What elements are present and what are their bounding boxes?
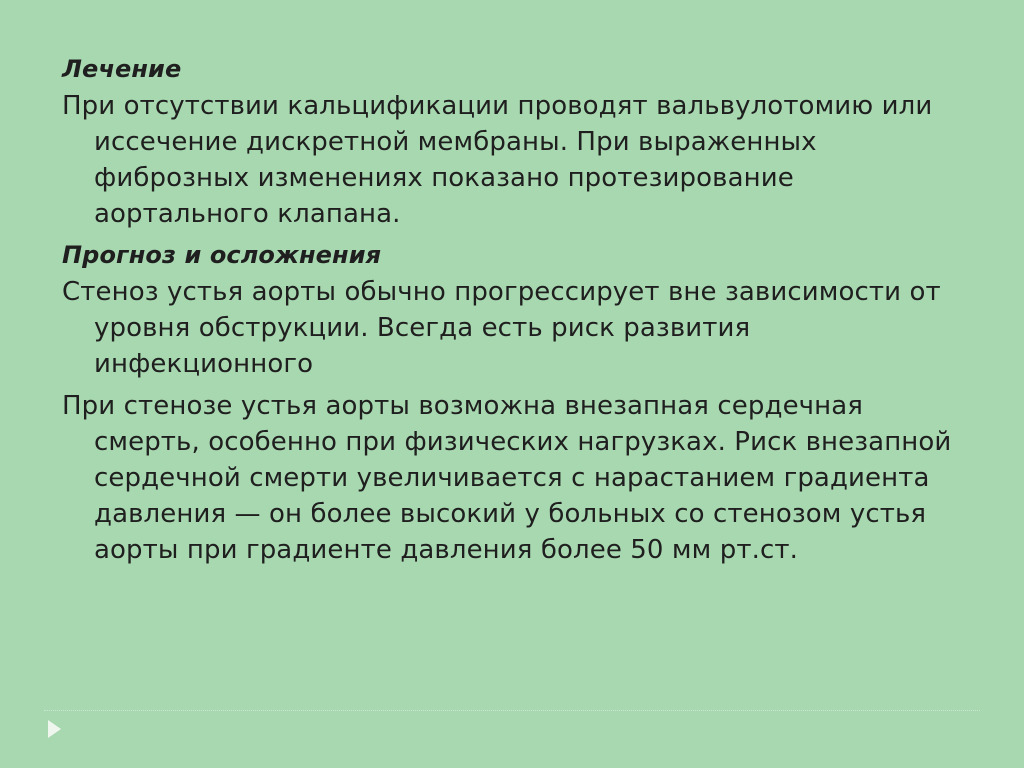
prognosis-paragraph-2: При стенозе устья аорты возможна внезапная сердечная смерть, особенно при физических нагрузках. Риск внезапной сердечной смерти увеличивается с нарастанием градиента давления — он более высокий у больных со стенозом устья аорты при градиенте давления более 50 мм рт.ст. bbox=[62, 391, 952, 565]
section-heading-treatment: Лечение bbox=[62, 55, 182, 83]
prognosis-paragraph-1: Стеноз устья аорты обычно прогрессирует вне зависимости от уровня обструкции. Всегда есть риск развития инфекционного bbox=[62, 277, 941, 379]
section-heading-prognosis: Прогноз и осложнения bbox=[62, 241, 382, 269]
play-arrow-icon[interactable] bbox=[48, 720, 61, 738]
footer-divider bbox=[44, 710, 980, 712]
treatment-paragraph: При отсутствии кальцификации проводят вальвулотомию или иссечение дискретной мембраны. При выраженных фиброзных изменениях показано протезирование аортального клапана. bbox=[62, 91, 933, 229]
slide-content bbox=[62, 52, 972, 574]
